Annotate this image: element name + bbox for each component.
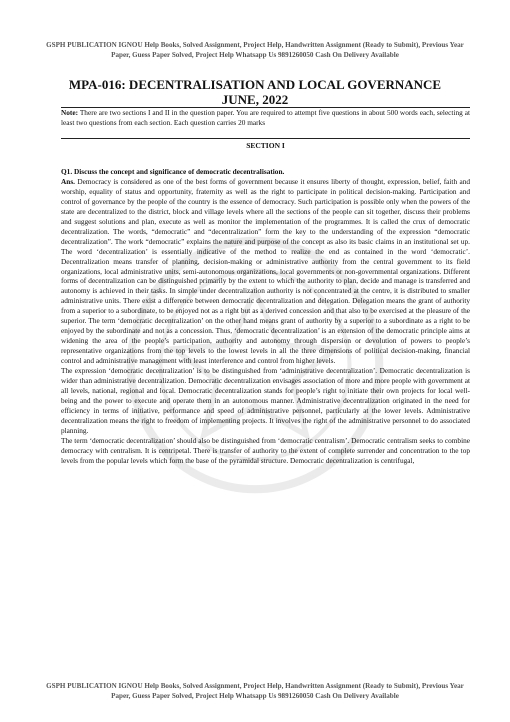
note-bottom-divider: [61, 138, 470, 139]
question-answer-body: [61, 167, 470, 466]
page-title: [40, 77, 470, 107]
answer-paragraph-1-text: Democracy is considered as one of the best forms of government because it ensures liberty of thought, expression, belief, faith and worship, equality of status and opportunity, fraternity as well as the right to participate in political decision-making. Participation and control of governance by the people of the country is the essence of democracy. Such participation is possible only when the powers of the state are decentralized to the district, block and village levels where all the sections of the people can sit together, discuss their problems and suggest solutions and plan, execute as well as monitor the implementation of the programmes. It is called the crux of democratic decentralization. The words, “democratic” and “decentralization” form the key to the understanding of the expression “democratic decentralization”. The work “democratic” explains the nature and purpose of the concept as also its basic claims in an institutional set up. The word ‘decentralization’ is essentially indicative of the method to realize the end as contained in the word ‘democratic’. Decentralization means transfer of planning, decision-making or administrative authority from the central government to its field organizations, local administrative units, semi-autonomous organizations, local governments or non-governmental organizations. Different forms of decentralization can be distinguished primarily by the extent to which the authority to plan, decide and manage is transferred and autonomy is achieved in their tasks. In simple under decentralization authority is not concentrated at the centre, it is distributed to smaller administrative units. There exist a difference between democratic decentralization and delegation. Delegation means the grant of authority from a superior to a subordinate, to be enjoyed not as a right but as a derived concession and that also to be exercised at the pleasure of the superior. The term ‘democratic decentralization’ on the other hand means grant of authority by a superior to a subordinate as a right to be enjoyed by the subordinate and not as a concession. Thus, ‘democratic decentralization’ is an extension of the democratic principle aims at widening the area of the people’s participation, authority and autonomy through dispersion or devolution of powers to people’s representative organizations from the top levels to the lowest levels in all the three dimensions of political decision-making, financial control and administrative management with least interference and control from higher levels.: [61, 176, 470, 366]
note-label: Note:: [61, 108, 79, 117]
answer-paragraph-3: The term ‘democratic decentralization’ should also be distinguished from ‘democratic centralism’. Democratic centralism seeks to combine democracy with centralism. It is centripetal. There is transfer of authority to the extent of complete surrender and concentration to the top levels from the popular levels which form the base of the pyramidal structure. Democratic decentralization is centrifugal,: [61, 435, 470, 465]
title-session: JUNE, 2022: [221, 92, 289, 107]
answer-label: Ans.: [61, 176, 75, 186]
title-course: MPA-016: DECENTRALISATION AND LOCAL GOVERNANCE: [68, 77, 442, 92]
note-text: There are two sections I and II in the question paper. You are required to attempt five questions in about 500 words each, selecting at least two questions from each section. Each question carries 20 marks: [61, 108, 470, 127]
header-banner: GSPH PUBLICATION IGNOU Help Books, Solved Assignment, Project Help, Handwritten Assignment (Ready to Submit), Previous Year Paper, Guess Paper Solved, Project Help Whatsapp Us 9891260050 Cash On Delivery Available: [46, 41, 464, 59]
answer-paragraph-2: The expression ‘democratic decentralization’ is to be distinguished from ‘administrative decentralization’. Democratic decentralization is wider than administrative decentralization. Democratic decentralization envisages association of more and more people with government at all levels, national, regional and local. Democratic decentralization stands for people’s right to initiate their own projects for local well-being and the power to execute and operate them in an autonomous manner. Administrative decentralization originated in the need for efficiency in terms of initiative, performance and speed of administrative personnel, particularly at the lower levels. Administrative decentralization means the right to freedom of implementing projects. It involves the right of the administrative personnel to do associated planning.: [61, 366, 470, 435]
answer-paragraph-1: [61, 177, 470, 366]
footer-banner: GSPH PUBLICATION IGNOU Help Books, Solved Assignment, Project Help, Handwritten Assignment (Ready to Submit), Previous Year Paper, Guess Paper Solved, Project Help Whatsapp Us 9891260050 Cash On Delivery Available: [46, 682, 464, 700]
instructions-note: [61, 108, 470, 128]
question-heading: Q1. Discuss the concept and significance of democratic decentralisation.: [61, 167, 285, 176]
section-heading: SECTION I: [246, 141, 285, 150]
